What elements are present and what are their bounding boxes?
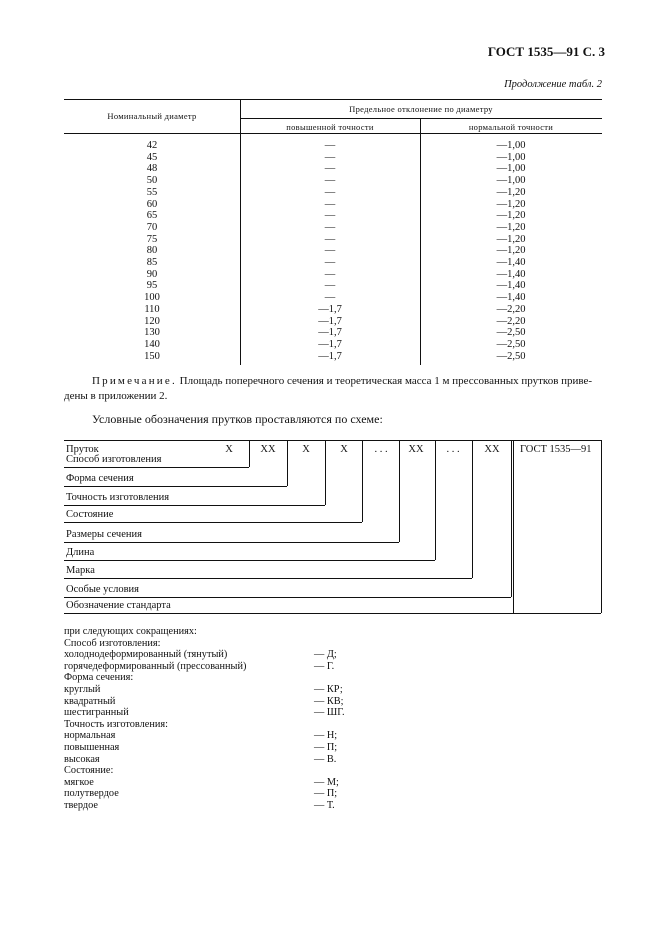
normal-deviation-value: —1,20 [496, 186, 526, 198]
abbreviation-code: — Т. [314, 799, 335, 811]
high-deviation-value: —1,7 [318, 338, 342, 350]
abbreviation-term: нормальная [64, 730, 116, 742]
high-deviation-value: — [324, 210, 336, 222]
scheme-rule [64, 486, 287, 487]
abbreviations-list [64, 626, 345, 812]
scheme-leader [472, 440, 473, 578]
column-header-deviation: Предельное отклонение по диаметру [349, 104, 493, 114]
scheme-rule [64, 467, 249, 468]
scheme-leader [511, 440, 512, 597]
diameter-value: 50 [146, 175, 158, 187]
normal-deviation-value: —1,20 [496, 245, 526, 257]
abbreviations-title: при следующих сокращениях: [64, 626, 197, 637]
abbreviation-group-title: Форма сечения: [64, 672, 134, 684]
normal-deviation-value: —1,20 [496, 233, 526, 245]
scheme-label: Особые условия [66, 584, 139, 595]
diameter-value: 75 [146, 233, 158, 245]
abbreviation-code: — КВ; [314, 695, 344, 707]
abbreviation-term: полутвердое [64, 788, 119, 800]
high-deviation-value: — [324, 268, 336, 280]
scheme-label: Форма сечения [66, 473, 134, 484]
high-deviation-value: —1,7 [318, 303, 342, 315]
abbreviation-term: твердое [64, 799, 98, 811]
abbreviation-item [64, 788, 338, 800]
scheme-intro: Условные обозначения прутков проставляются по схеме: [92, 412, 383, 426]
diameter-value: 45 [146, 151, 158, 163]
normal-deviation-value: —2,50 [496, 338, 526, 350]
normal-deviation-value: —1,00 [496, 163, 526, 175]
high-deviation-value: — [324, 163, 336, 175]
abbreviation-code: — Н; [314, 730, 338, 742]
scheme-rule [64, 597, 511, 598]
abbreviation-group-title: Способ изготовления: [64, 637, 161, 649]
high-deviation-value: — [324, 221, 336, 233]
abbreviation-code: — Д; [314, 649, 337, 661]
abbreviation-item [64, 776, 339, 789]
normal-deviation-value: —1,40 [496, 280, 526, 292]
abbreviation-item [64, 695, 344, 708]
scheme-symbol: ХХ [408, 444, 424, 455]
scheme-label: Размеры сечения [66, 529, 142, 540]
scheme-label: Обозначение стандарта [66, 600, 171, 611]
diameter-value: 100 [144, 292, 160, 304]
normal-deviation-value: —1,00 [496, 151, 526, 163]
normal-deviation-value: —1,20 [496, 221, 526, 233]
diameter-value: 80 [146, 245, 158, 257]
diameter-value: 60 [146, 198, 158, 210]
normal-deviation-value: —2,50 [496, 327, 526, 339]
scheme-rule [64, 613, 601, 614]
scheme-rule [64, 578, 472, 579]
abbreviation-code: — КР; [314, 683, 343, 695]
scheme-rule [64, 560, 435, 561]
scheme-rule [64, 522, 362, 523]
scheme-standard-code: ГОСТ 1535—91 [520, 444, 592, 455]
normal-deviation-value: —1,40 [496, 257, 526, 269]
scheme-label: Длина [66, 547, 95, 558]
scheme-symbol: ХХ [484, 444, 500, 455]
high-deviation-value: — [324, 186, 336, 198]
abbreviation-term: круглый [64, 683, 101, 695]
scheme-rule [64, 505, 325, 506]
abbreviation-term: повышенная [64, 741, 120, 753]
scheme-label: Состояние [66, 509, 114, 520]
diameter-value: 120 [144, 315, 160, 327]
high-deviation-value: — [324, 140, 336, 151]
diameter-value: 110 [144, 303, 160, 315]
high-deviation-value: — [324, 257, 336, 269]
diameter-value: 130 [144, 327, 160, 339]
abbreviation-term: квадратный [64, 695, 116, 707]
note-label: Примечание. [92, 375, 177, 387]
abbreviation-code: — М; [314, 776, 339, 788]
scheme-rule [64, 542, 399, 543]
scheme-symbol: . . . [446, 444, 460, 455]
diameter-value: 140 [144, 338, 160, 350]
diameter-value: 85 [146, 257, 158, 269]
normal-deviation-value: —1,00 [496, 175, 526, 187]
diameter-value: 55 [146, 186, 158, 198]
abbreviation-item [64, 799, 335, 812]
abbreviation-code: — Г. [314, 660, 335, 672]
scheme-label: Марка [66, 565, 95, 576]
normal-deviation-value: —1,40 [496, 268, 526, 280]
diameter-value: 90 [146, 268, 158, 280]
abbreviation-code: — В. [314, 753, 337, 765]
abbreviation-item [64, 753, 337, 766]
diameter-value: 70 [146, 221, 158, 233]
abbreviation-term: высокая [64, 753, 100, 765]
diameter-value: 65 [146, 210, 158, 222]
scheme-leader [435, 440, 436, 560]
abbreviation-term: мягкое [64, 776, 94, 788]
high-deviation-value: — [324, 151, 336, 163]
column-header-normal-precision: нормальной точности [468, 122, 554, 132]
table-continuation-caption: Продолжение табл. 2 [504, 79, 602, 90]
abbreviation-code: — П; [314, 788, 338, 800]
high-deviation-value: —1,7 [318, 350, 342, 362]
high-deviation-value: — [324, 292, 336, 304]
scheme-leader [399, 440, 400, 542]
scheme-symbol: Х [302, 444, 310, 455]
normal-deviation-value: —1,40 [496, 292, 526, 304]
scheme-leader [325, 440, 326, 505]
abbreviation-group-title: Состояние: [64, 765, 114, 777]
scheme-leader [249, 440, 250, 467]
normal-deviation-value: —1,20 [496, 198, 526, 210]
diameter-value: 95 [146, 280, 158, 292]
scheme-top-rule [64, 440, 601, 441]
high-deviation-value: — [324, 198, 336, 210]
scheme-leader [287, 440, 288, 486]
scheme-head-label: Пруток [66, 444, 99, 455]
normal-deviation-value: —2,20 [496, 315, 526, 327]
note-text-line-1: Площадь поперечного сечения и теоретическая масса 1 м прессованных прутков приве- [176, 375, 593, 387]
abbreviation-item [64, 741, 338, 754]
high-deviation-value: — [324, 280, 336, 292]
high-deviation-value: — [324, 245, 336, 257]
high-deviation-value: — [324, 175, 336, 187]
abbreviation-item [64, 660, 335, 673]
column-header-nominal: Номинальный диаметр [107, 111, 197, 121]
abbreviation-item [64, 730, 338, 742]
column-header-high-precision: повышенной точности [286, 122, 374, 132]
scheme-symbol: Х [225, 444, 233, 455]
abbreviation-group-title: Точность изготовления: [64, 718, 168, 730]
scheme-label: Способ изготовления [66, 454, 162, 465]
high-deviation-value: —1,7 [318, 327, 342, 339]
abbreviation-item [64, 649, 337, 661]
abbreviation-term: холоднодеформированный (тянутый) [64, 649, 228, 661]
diameter-value: 150 [144, 350, 160, 362]
scheme-symbol: Х [340, 444, 348, 455]
abbreviation-term: горячедеформированный (прессованный) [64, 660, 247, 672]
abbreviation-item [64, 707, 345, 719]
high-deviation-value: —1,7 [318, 315, 342, 327]
abbreviation-item [64, 683, 343, 696]
scheme-right-border [601, 440, 602, 613]
scheme-leader [362, 440, 363, 522]
abbreviation-code: — П; [314, 741, 338, 753]
high-deviation-value: — [324, 233, 336, 245]
diameter-value: 48 [146, 163, 158, 175]
scheme-standard-divider [513, 440, 514, 613]
scheme-symbol: . . . [374, 444, 388, 455]
diameter-value: 42 [146, 140, 158, 151]
normal-deviation-value: —1,00 [496, 140, 526, 151]
abbreviation-code: — ШГ. [314, 707, 345, 719]
note-text-line-2: дены в приложении 2. [64, 390, 168, 402]
page-header: ГОСТ 1535—91 С. 3 [487, 44, 605, 59]
normal-deviation-value: —2,50 [496, 350, 526, 362]
abbreviation-term: шестигранный [64, 707, 129, 719]
scheme-symbol: ХХ [260, 444, 276, 455]
normal-deviation-value: —1,20 [496, 210, 526, 222]
scheme-label: Точность изготовления [66, 492, 170, 503]
normal-deviation-value: —2,20 [496, 303, 526, 315]
